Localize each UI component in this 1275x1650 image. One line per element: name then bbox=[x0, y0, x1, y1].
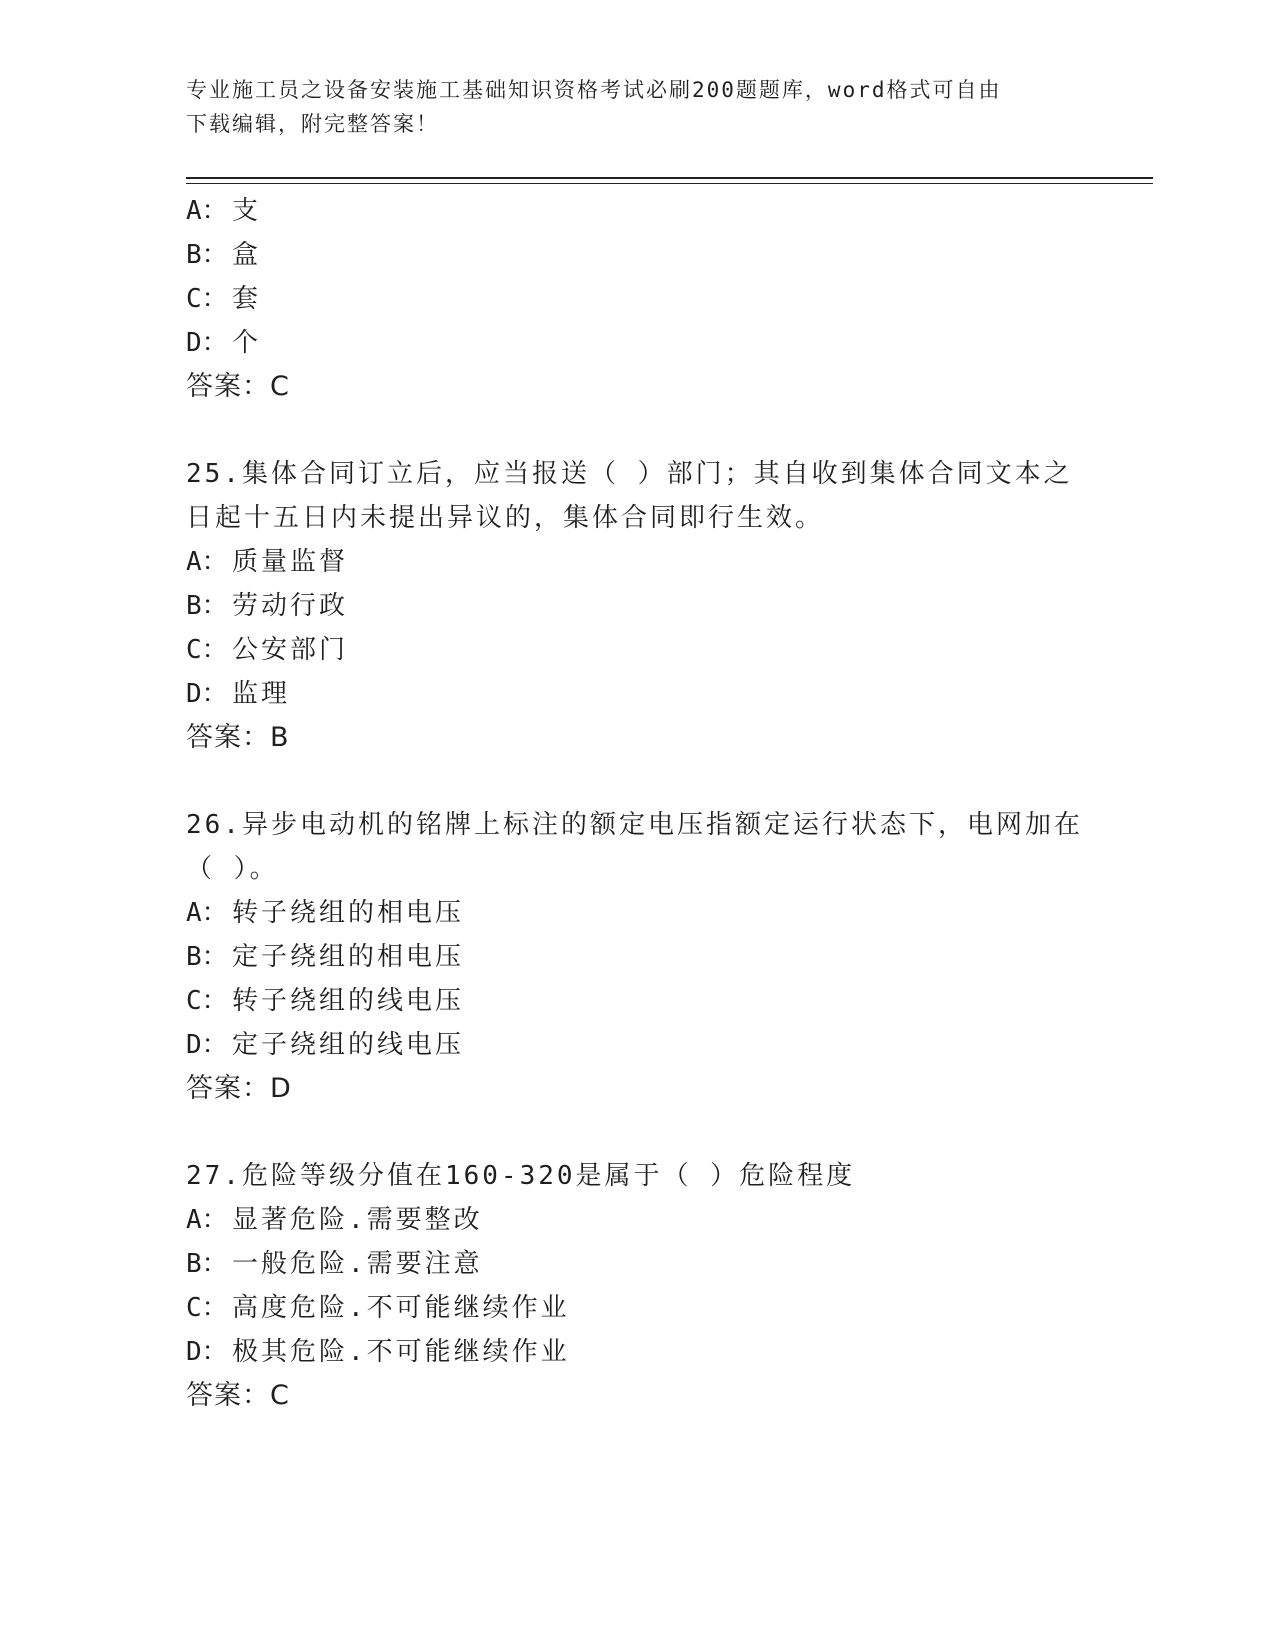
question-26-answer: 答案：D bbox=[186, 1073, 292, 1104]
question-26-stem-line-2: （ ）。 bbox=[186, 854, 279, 884]
option-label: B： bbox=[186, 240, 228, 270]
question-27-option-c bbox=[186, 1293, 570, 1323]
question-25-stem-line-1: 25.集体合同订立后，应当报送（ ）部门；其自收到集体合同文本之 bbox=[186, 459, 1073, 489]
document-header-line-2: 下载编辑，附完整答案！ bbox=[186, 112, 439, 136]
header-divider-thick bbox=[186, 177, 1153, 179]
question-27-option-a bbox=[186, 1205, 483, 1235]
prev-option-a bbox=[186, 196, 261, 226]
question-25-option-c bbox=[186, 635, 348, 665]
option-text: 盒 bbox=[232, 240, 262, 270]
option-label: D： bbox=[186, 328, 228, 358]
question-26-option-a bbox=[186, 898, 464, 928]
question-25-option-d bbox=[186, 679, 290, 709]
option-text: 定子绕组的线电压 bbox=[232, 1030, 465, 1060]
option-text: 支 bbox=[232, 196, 262, 226]
option-label: C： bbox=[186, 1293, 228, 1323]
option-text: 显著危险.需要整改 bbox=[232, 1205, 483, 1235]
option-text: 极其危险.不可能继续作业 bbox=[232, 1337, 570, 1367]
header-divider-thin bbox=[186, 183, 1153, 184]
question-27-option-b bbox=[186, 1249, 483, 1279]
option-text: 套 bbox=[232, 284, 262, 314]
option-label: A： bbox=[186, 196, 228, 226]
prev-option-b bbox=[186, 240, 261, 270]
option-text: 个 bbox=[232, 328, 262, 358]
option-label: B： bbox=[186, 591, 228, 621]
option-label: B： bbox=[186, 1249, 228, 1279]
question-27-option-d bbox=[186, 1337, 570, 1367]
option-text: 转子绕组的线电压 bbox=[232, 986, 465, 1016]
question-25-stem-line-2: 日起十五日内未提出异议的，集体合同即行生效。 bbox=[186, 503, 825, 533]
option-text: 转子绕组的相电压 bbox=[232, 898, 465, 928]
document-header-line-1: 专业施工员之设备安装施工基础知识资格考试必刷200题题库，word格式可自由 bbox=[186, 78, 1002, 102]
option-label: D： bbox=[186, 1030, 228, 1060]
prev-option-d bbox=[186, 328, 261, 358]
question-27-stem-line-1: 27.危险等级分值在160-320是属于（ ）危险程度 bbox=[186, 1161, 856, 1191]
question-25-option-b bbox=[186, 591, 348, 621]
option-text: 监理 bbox=[232, 679, 291, 709]
option-label: A： bbox=[186, 898, 228, 928]
option-label: C： bbox=[186, 986, 228, 1016]
question-26-option-c bbox=[186, 986, 464, 1016]
option-text: 劳动行政 bbox=[232, 591, 349, 621]
option-text: 高度危险.不可能继续作业 bbox=[232, 1293, 570, 1323]
option-text: 定子绕组的相电压 bbox=[232, 942, 465, 972]
question-27-answer: 答案：C bbox=[186, 1380, 290, 1411]
question-26-option-d bbox=[186, 1030, 464, 1060]
option-text: 质量监督 bbox=[232, 547, 349, 577]
option-label: A： bbox=[186, 1205, 228, 1235]
option-label: B： bbox=[186, 942, 228, 972]
option-label: A： bbox=[186, 547, 228, 577]
option-label: C： bbox=[186, 635, 228, 665]
option-label: D： bbox=[186, 1337, 228, 1367]
option-text: 一般危险.需要注意 bbox=[232, 1249, 483, 1279]
option-text: 公安部门 bbox=[232, 635, 349, 665]
question-26-stem-line-1: 26.异步电动机的铭牌上标注的额定电压指额定运行状态下，电网加在 bbox=[186, 810, 1083, 840]
question-26-option-b bbox=[186, 942, 464, 972]
option-label: C： bbox=[186, 284, 228, 314]
question-25-answer: 答案：B bbox=[186, 722, 290, 753]
question-25-option-a bbox=[186, 547, 348, 577]
option-label: D： bbox=[186, 679, 228, 709]
prev-option-c bbox=[186, 284, 261, 314]
prev-answer: 答案：C bbox=[186, 371, 290, 402]
